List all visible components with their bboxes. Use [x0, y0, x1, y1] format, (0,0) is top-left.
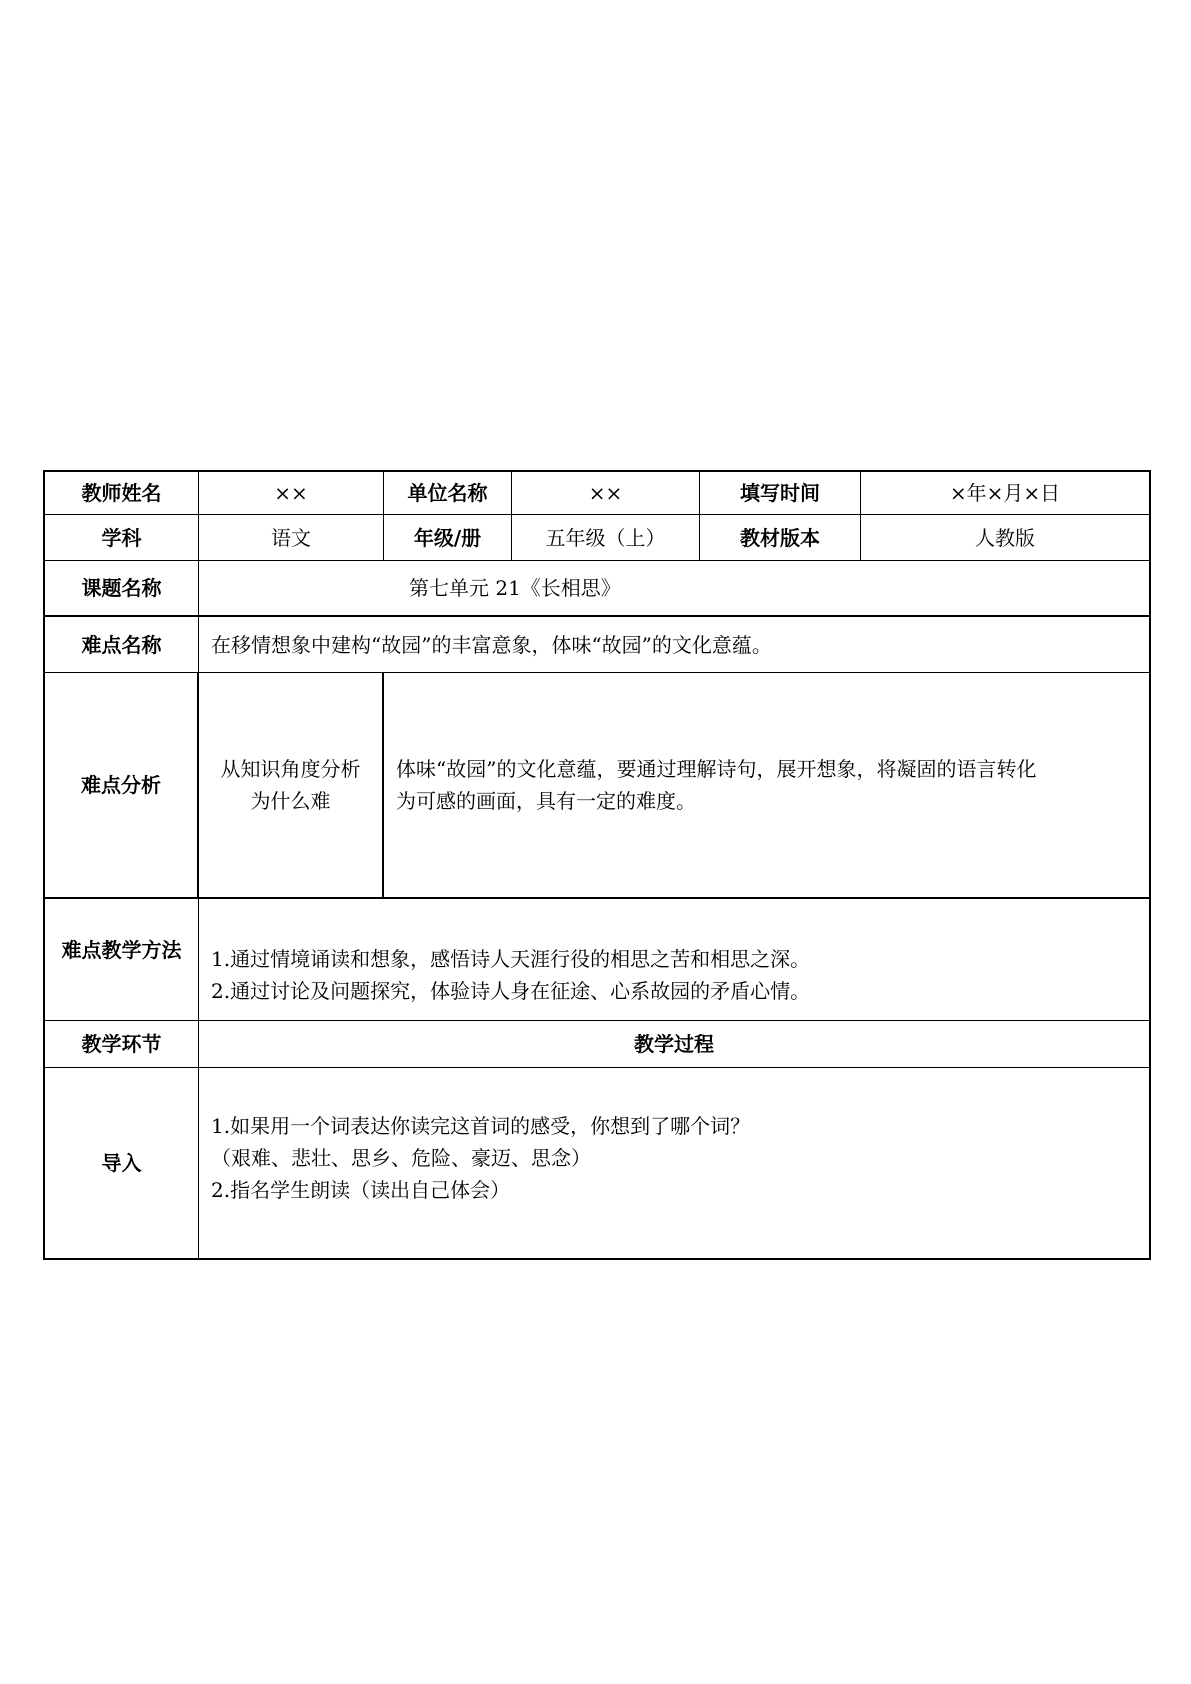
fill-date-value: ×年×月×日 [949, 481, 1061, 505]
table-row-method [45, 899, 1149, 1021]
table-row-subject-info [45, 515, 1149, 561]
method-item: 1.通过情境诵读和想象，感悟诗人天涯行役的相思之苦和相思之深。 [211, 946, 811, 971]
edition-value: 人教版 [975, 525, 1035, 550]
subject-label: 学科 [45, 515, 199, 560]
teacher-name-value: ×× [199, 472, 384, 514]
intro-line: （艰难、悲壮、思乡、危险、豪迈、思念） [211, 1146, 591, 1170]
table-row-analysis [45, 673, 1149, 899]
unit-name-value: ×× [512, 472, 700, 514]
intro-line: 1.如果用一个词表达你读完这首词的感受，你想到了哪个词？ [211, 1114, 751, 1138]
topic-label: 课题名称 [45, 561, 199, 615]
table-row-difficulty [45, 617, 1149, 673]
difficulty-label: 难点名称 [45, 617, 199, 672]
analysis-text-line: 为可感的画面，具有一定的难度。 [396, 789, 696, 813]
fill-date-label: 填写时间 [700, 472, 861, 514]
analysis-sub-label-line: 为什么难 [250, 789, 331, 813]
table-row-topic [45, 561, 1149, 617]
analysis-text-line: 体味“故园”的文化意蕴，要通过理解诗句，展开想象，将凝固的语言转化 [396, 757, 1037, 781]
method-item: 2.通过讨论及问题探究，体验诗人身在征途、心系故园的矛盾心情。 [211, 978, 811, 1003]
grade-label: 年级/册 [384, 515, 512, 560]
analysis-label: 难点分析 [45, 673, 199, 897]
process-header: 教学过程 [634, 1032, 714, 1056]
method-content [199, 899, 1149, 1020]
subject-value: 语文 [199, 515, 384, 560]
intro-content [199, 1068, 1149, 1258]
edition-label: 教材版本 [700, 515, 861, 560]
analysis-sub-label [199, 673, 384, 897]
analysis-sub-label-line: 从知识角度分析 [220, 757, 361, 781]
intro-line: 2.指名学生朗读（读出自己体会） [211, 1178, 511, 1202]
unit-name-label: 单位名称 [384, 472, 512, 514]
method-label: 难点教学方法 [45, 899, 199, 1020]
analysis-text [384, 673, 1149, 897]
difficulty-value: 在移情想象中建构“故园”的丰富意象，体味“故园”的文化意蕴。 [211, 632, 772, 657]
table-row-process-header [45, 1021, 1149, 1068]
stage-header: 教学环节 [45, 1021, 199, 1067]
grade-value: 五年级（上） [512, 515, 700, 560]
topic-value: 第七单元 21《长相思》 [409, 576, 621, 600]
table-row-intro [45, 1068, 1149, 1258]
teacher-name-label: 教师姓名 [45, 472, 199, 514]
intro-label: 导入 [45, 1068, 199, 1258]
lesson-plan-table [43, 470, 1151, 1260]
table-row-teacher-info [45, 472, 1149, 515]
